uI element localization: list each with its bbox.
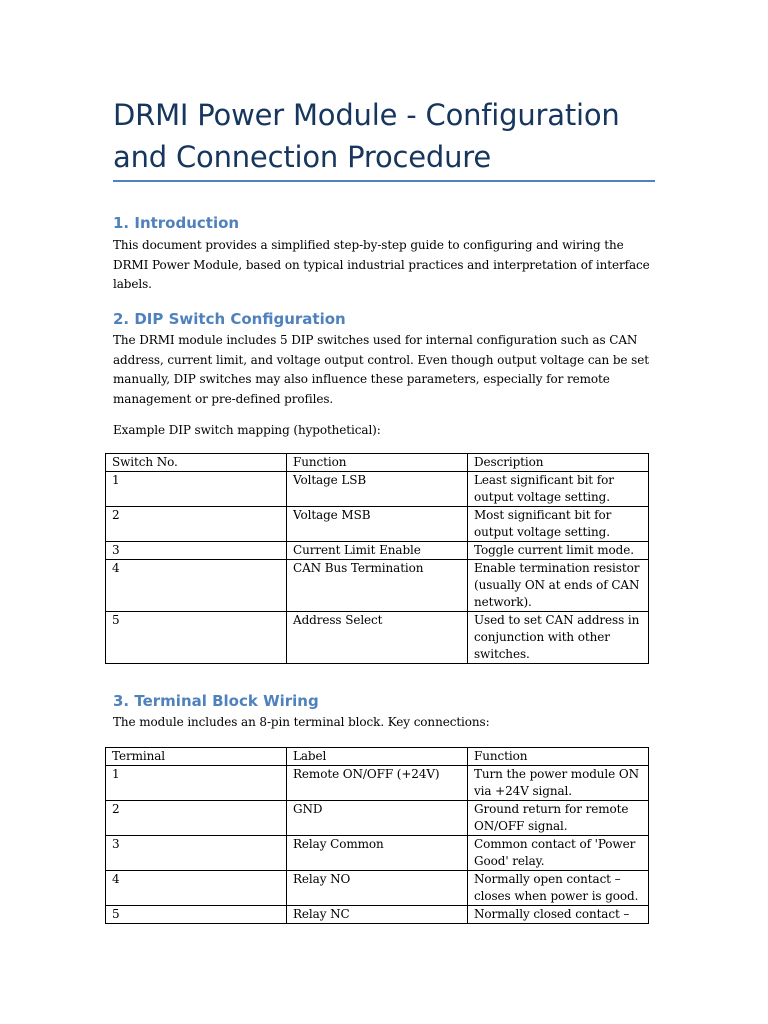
table-header-cell: Switch No.	[106, 454, 287, 472]
table-header-cell: Function	[287, 454, 468, 472]
table-cell: Enable termination resistor (usually ON at ends of CAN network).	[468, 560, 649, 612]
table-cell: Relay NC	[287, 906, 468, 924]
dip-switch-paragraph: The DRMI module includes 5 DIP switches used for internal configuration such as CAN address, current limit, and voltage output control. Even though output voltage can be set manually, DIP switches may also influence these parameters, especially for remote management or pre-defined profiles.	[113, 333, 649, 406]
table-cell: Voltage MSB	[287, 507, 468, 542]
table-row	[106, 560, 649, 612]
table-cell: Voltage LSB	[287, 472, 468, 507]
table-cell: Turn the power module ON via +24V signal.	[468, 766, 649, 801]
table-cell: 5	[106, 612, 287, 664]
table-header-row	[106, 748, 649, 766]
table-cell: 5	[106, 906, 287, 924]
section-heading-terminal-block: 3. Terminal Block Wiring	[113, 692, 319, 710]
document-title: DRMI Power Module - Configuration and Connection Procedure	[113, 98, 620, 174]
table-row	[106, 612, 649, 664]
table-cell: Normally open contact – closes when power is good.	[468, 871, 649, 906]
table-row	[106, 906, 649, 924]
table-row	[106, 871, 649, 906]
table-header-cell: Label	[287, 748, 468, 766]
table-cell: Remote ON/OFF (+24V)	[287, 766, 468, 801]
table-header-cell: Function	[468, 748, 649, 766]
table-cell: Toggle current limit mode.	[468, 542, 649, 560]
table-cell: Address Select	[287, 612, 468, 664]
table-cell: Current Limit Enable	[287, 542, 468, 560]
table-cell: 3	[106, 542, 287, 560]
table-header-cell: Description	[468, 454, 649, 472]
title-underline-rule	[113, 180, 655, 182]
table-row	[106, 766, 649, 801]
table-cell: Common contact of 'Power Good' relay.	[468, 836, 649, 871]
table-row	[106, 801, 649, 836]
section-heading-introduction: 1. Introduction	[113, 214, 240, 232]
table-cell: Relay NO	[287, 871, 468, 906]
table-row	[106, 472, 649, 507]
terminal-block-paragraph: The module includes an 8-pin terminal block. Key connections:	[113, 715, 490, 729]
table-row	[106, 507, 649, 542]
table-header-cell: Terminal	[106, 748, 287, 766]
dip-switch-table	[105, 453, 649, 664]
table-cell: Least significant bit for output voltage setting.	[468, 472, 649, 507]
table-cell: Used to set CAN address in conjunction with other switches.	[468, 612, 649, 664]
table-cell: 2	[106, 507, 287, 542]
table-cell: CAN Bus Termination	[287, 560, 468, 612]
table-cell: Ground return for remote ON/OFF signal.	[468, 801, 649, 836]
table-header-row	[106, 454, 649, 472]
table-row	[106, 836, 649, 871]
table-cell: 2	[106, 801, 287, 836]
introduction-paragraph: This document provides a simplified step-by-step guide to configuring and wiring the DRMI Power Module, based on typical industrial practices and interpretation of interface labels.	[113, 238, 650, 291]
terminal-block-table	[105, 747, 649, 924]
table-cell: Most significant bit for output voltage setting.	[468, 507, 649, 542]
table-cell: 3	[106, 836, 287, 871]
table-cell: Normally closed contact –	[468, 906, 649, 924]
table-cell: 1	[106, 472, 287, 507]
table-cell: GND	[287, 801, 468, 836]
table-cell: 1	[106, 766, 287, 801]
table-cell: 4	[106, 871, 287, 906]
table-cell: 4	[106, 560, 287, 612]
dip-mapping-caption: Example DIP switch mapping (hypothetical):	[113, 423, 381, 437]
table-row	[106, 542, 649, 560]
section-heading-dip-switch: 2. DIP Switch Configuration	[113, 310, 346, 328]
table-cell: Relay Common	[287, 836, 468, 871]
